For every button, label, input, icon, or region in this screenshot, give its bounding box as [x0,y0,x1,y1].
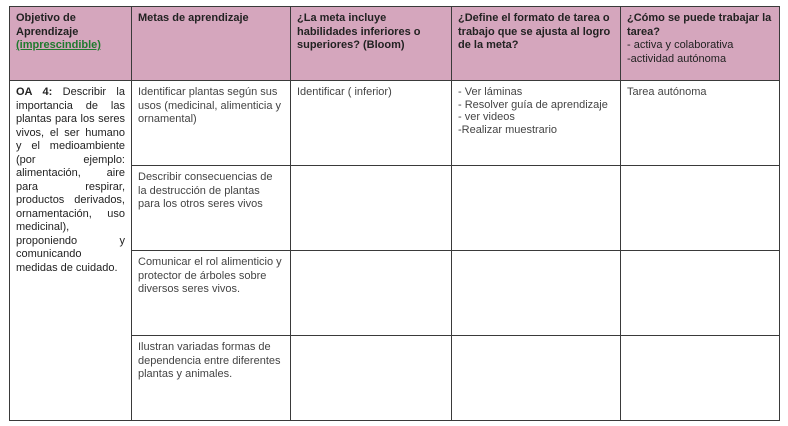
header-metas [132,7,291,81]
trabajo-cell [621,251,780,336]
bloom-cell [291,81,452,166]
meta-cell [132,166,291,251]
header-trabajo [621,7,780,81]
meta-text: Describir consecuencias de la destrucción de plantas para los otros seres vivos [138,171,273,210]
formato-item: - ver videos [458,111,515,124]
header-bloom [291,7,452,81]
formato-cell [452,81,621,166]
header-objetivo-line2: Aprendizaje [16,25,79,38]
header-objetivo [10,7,132,81]
formato-cell [452,251,621,336]
header-bloom-label: ¿La meta incluye habilidades inferiores o superiores? (Bloom) [297,12,421,51]
header-imprescindible: (imprescindible) [16,39,101,51]
trabajo-text: Tarea autónoma [627,86,707,98]
meta-cell [132,81,291,166]
header-trabajo-option-2: -actividad autónoma [627,52,727,65]
formato-cell [452,166,621,251]
bloom-text: Identificar ( inferior) [297,86,392,98]
trabajo-cell [621,336,780,421]
objective-cell [10,81,132,421]
meta-text: Identificar plantas según sus usos (medicinal, alimenticia y ornamental) [138,86,282,125]
formato-cell [452,336,621,421]
bloom-cell [291,336,452,421]
meta-cell [132,251,291,336]
table-row [10,81,780,166]
bloom-cell [291,166,452,251]
header-trabajo-option-1: - activa y colaborativa [627,39,734,51]
meta-text: Comunicar el rol alimenticio y protector de árboles sobre diversos seres vivos. [138,256,282,295]
trabajo-cell [621,81,780,166]
bloom-cell [291,251,452,336]
formato-item: - Ver láminas [458,86,523,98]
header-metas-label: Metas de aprendizaje [138,12,249,24]
learning-plan-table [9,6,780,421]
objective-code: OA 4: [16,86,53,98]
header-trabajo-title: ¿Cómo se puede trabajar la tarea? [627,12,772,38]
meta-text: Ilustran variadas formas de dependencia entre diferentes plantas y animales. [138,341,281,380]
header-formato [452,7,621,81]
header-row [10,7,780,81]
header-objetivo-line1: Objetivo de [16,12,76,24]
formato-item: -Realizar muestrario [458,123,558,136]
trabajo-cell [621,166,780,251]
meta-cell [132,336,291,421]
header-formato-label: ¿Define el formato de tarea o trabajo que se ajusta al logro de la meta? [458,12,611,51]
formato-item: - Resolver guía de aprendizaje [458,98,608,111]
objective-text: Describir la importancia de las plantas para los seres vivos, el ser humano y el medioambiente (por ejemplo: alimentación, aire para respirar, productos derivados, ornamentación, uso medicinal), proponiendo y comunicando medidas de cuidado. [16,86,125,274]
